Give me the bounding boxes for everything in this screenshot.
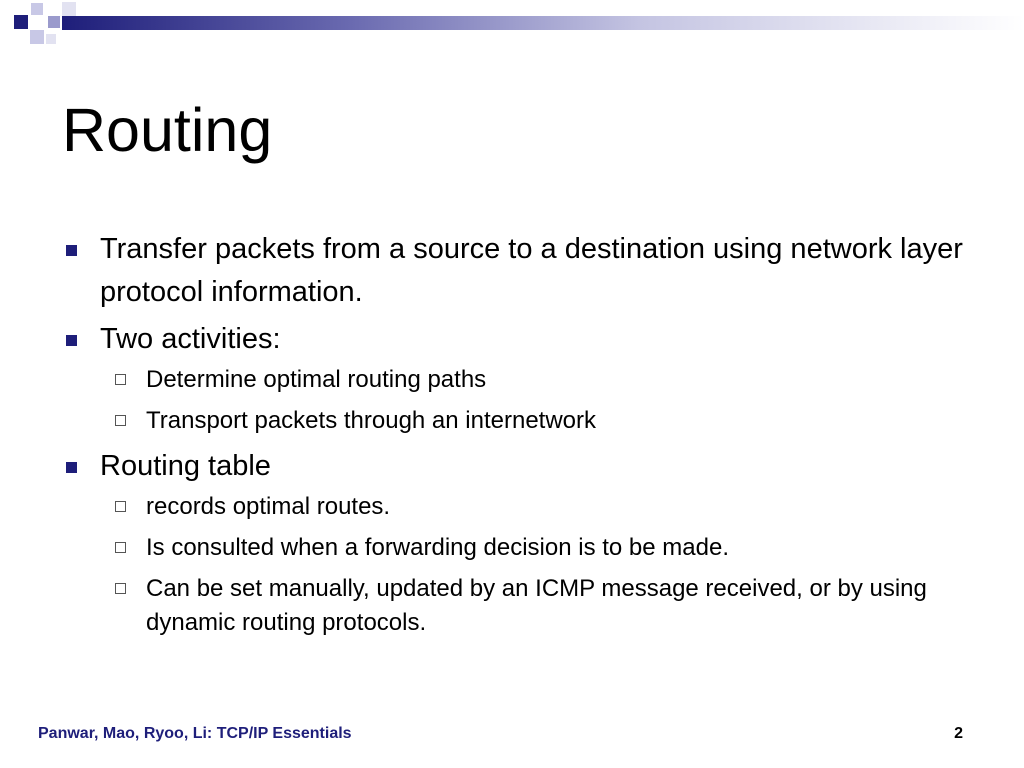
bullet-list <box>62 228 982 640</box>
sub-bullet-item <box>100 363 982 397</box>
sub-bullet-text: Is consulted when a forwarding decision is to be made. <box>146 534 729 561</box>
footer-authors: Panwar, Mao, Ryoo, Li: TCP/IP Essentials <box>38 725 352 742</box>
filled-square-icon <box>66 462 77 473</box>
sub-bullet-item <box>100 404 982 438</box>
header-square-icon <box>14 15 28 29</box>
sub-bullet-text: records optimal routes. <box>146 493 391 520</box>
bullet-text: Two activities: <box>100 323 281 355</box>
sub-bullet-list <box>100 363 982 438</box>
bullet-item <box>62 318 982 438</box>
header-square-icon <box>46 34 56 44</box>
sub-bullet-item <box>100 490 982 524</box>
hollow-square-icon <box>115 583 126 594</box>
sub-bullet-text: Can be set manually, updated by an ICMP message received, or by using dynamic routing protocols. <box>146 575 927 636</box>
page-number: 2 <box>954 725 963 742</box>
header-square-icon <box>30 2 44 16</box>
sub-bullet-list <box>100 490 982 640</box>
filled-square-icon <box>66 335 77 346</box>
header-square-icon <box>30 30 44 44</box>
bullet-item <box>62 228 982 314</box>
header-gradient-bar <box>62 16 1024 30</box>
hollow-square-icon <box>115 501 126 512</box>
hollow-square-icon <box>115 415 126 426</box>
header-square-icon <box>62 2 76 16</box>
sub-bullet-text: Determine optimal routing paths <box>146 366 487 393</box>
header-square-icon <box>48 16 60 28</box>
sub-bullet-text: Transport packets through an internetwork <box>146 407 597 434</box>
bullet-text: Transfer packets from a source to a destination using network layer protocol information. <box>100 233 963 308</box>
sub-bullet-item <box>100 572 982 640</box>
sub-bullet-item <box>100 531 982 565</box>
bullet-item <box>62 445 982 640</box>
hollow-square-icon <box>115 374 126 385</box>
slide-content <box>62 228 982 647</box>
filled-square-icon <box>66 245 77 256</box>
slide-title: Routing <box>62 96 273 164</box>
bullet-text: Routing table <box>100 450 271 482</box>
hollow-square-icon <box>115 542 126 553</box>
